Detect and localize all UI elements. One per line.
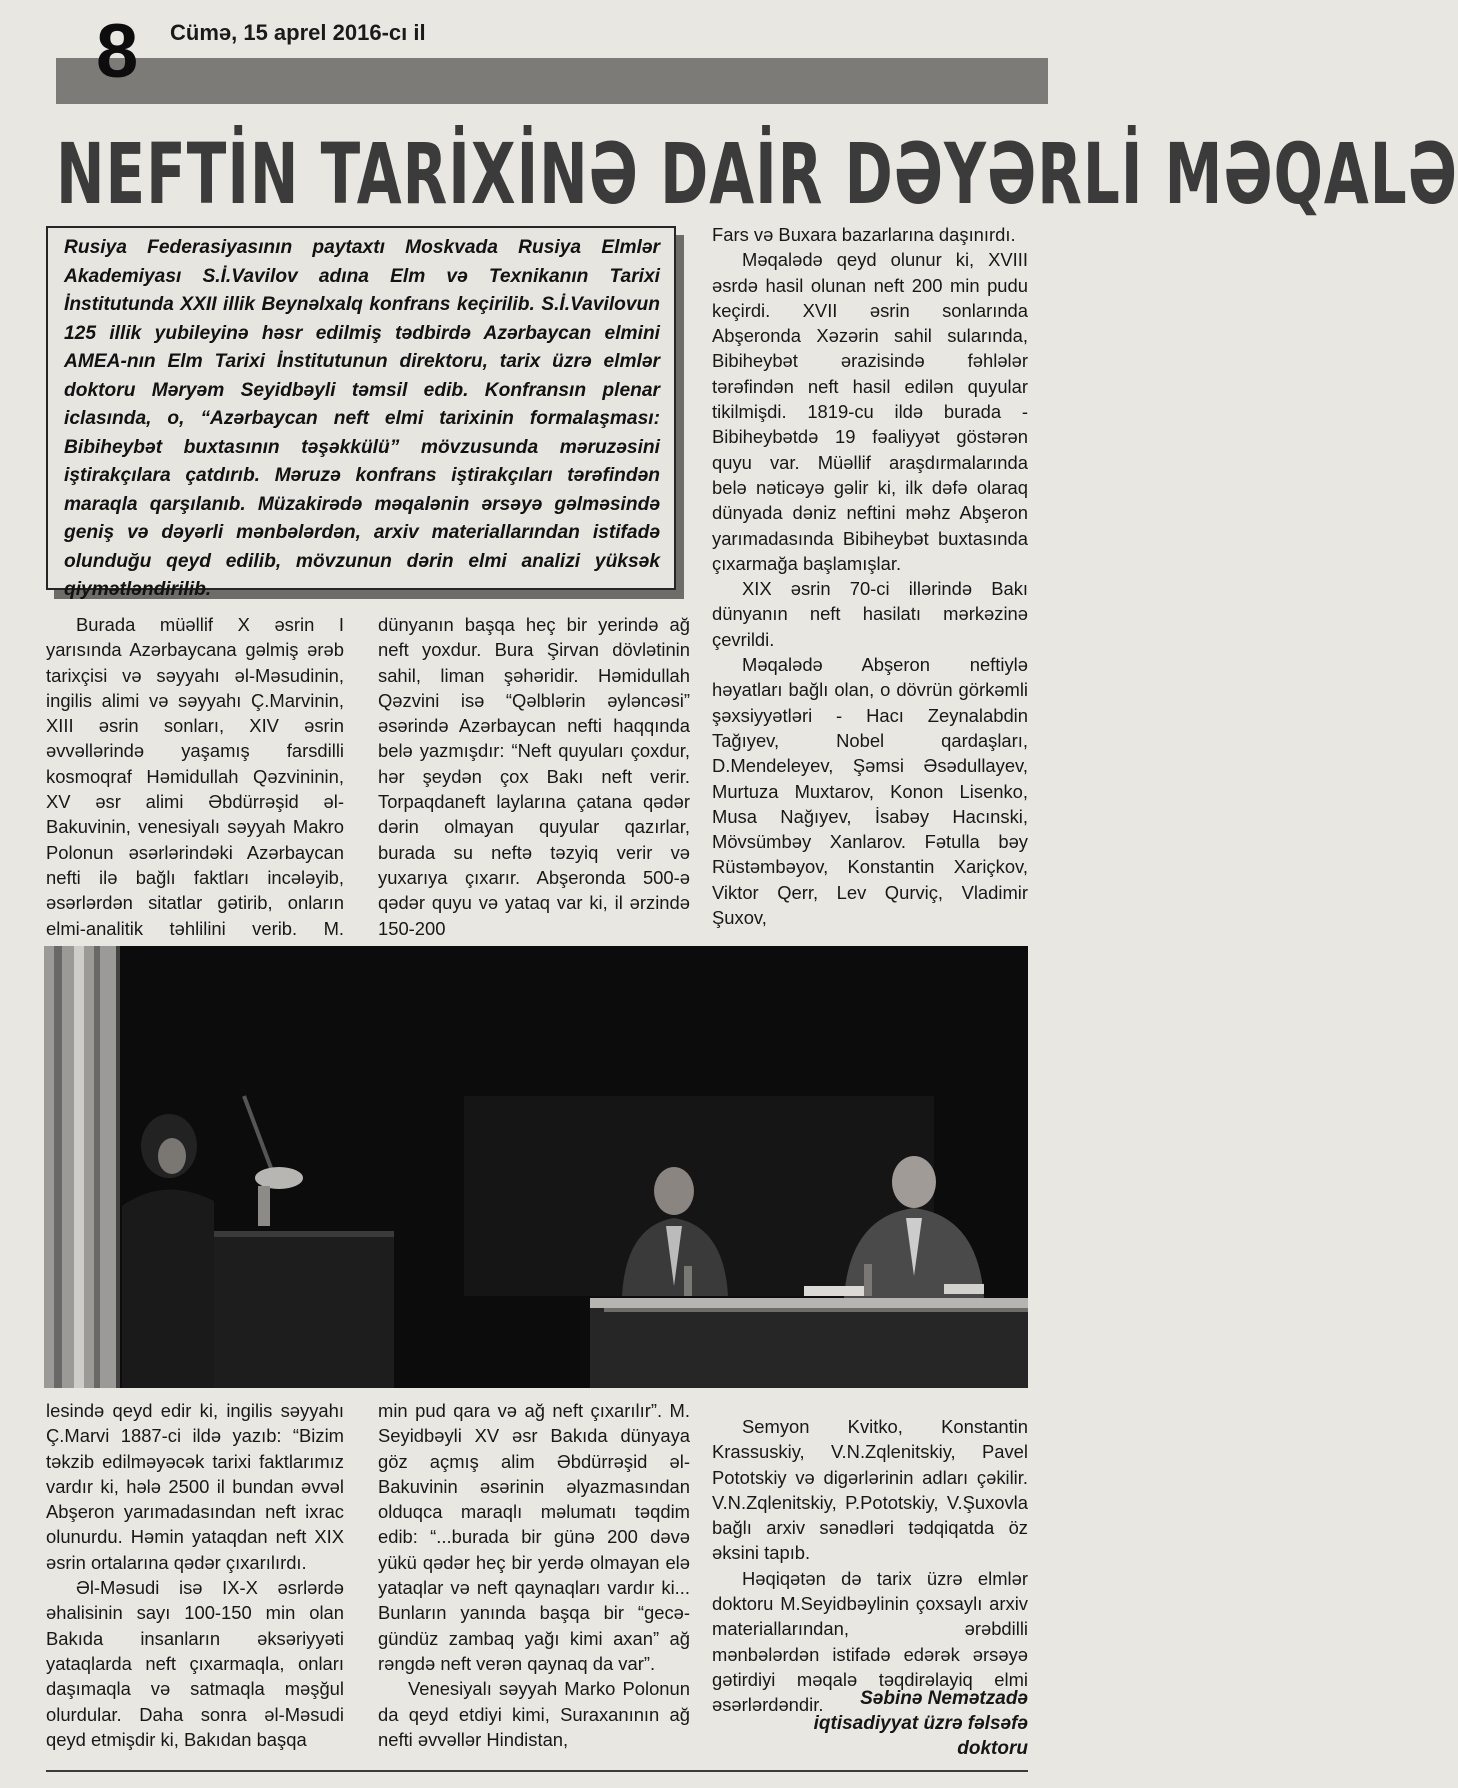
paragraph: dünyanın başqa heç bir yerində ağ neft yoxdur. Bura Şirvan dövlətinin sahil, liman şəhəridir. Həmidullah Qəzvini isə “Qəlblərin əyləncəsi” əsərində Azərbaycan nefti haqqında belə yazmışdır: “Neft quyuları çoxdur, hər şeydən çox Bakı neft verir. Torpaqdaneft laylarına çatana qədər dərin olmayan quyular qazırlar, burada su neftə təzyiq verir və yuxarıya çıxarır. Abşeronda 500-ə qədər quyu və yataq var ki, il ərzində 150-200 <box>378 614 690 939</box>
column-2-top <box>378 612 690 941</box>
author-name: Səbinə Nemətzadə <box>860 1688 1028 1709</box>
article-headline: NEFTİN TARİXİNƏ DAİR DƏYƏRLİ MƏQALƏ <box>56 124 1458 224</box>
lead-text: Rusiya Federasiyasının paytaxtı Moskvada Rusiya Elmlər Akademiyası S.İ.Vavilov adına Elm və Texnikanın Tarixi İnstitutunda XXII illik Beynəlxalq konfrans keçirilib. S.İ.Vavilovun 125 illik yubileyinə həsr edilmiş tədbirdə Azərbaycan elmini AMEA-nın Elm Tarixi İnstitutunun direktoru, tarix üzrə elmlər doktoru Məryəm Seyidbəyli təmsil edib. Konfransın plenar iclasında, o, “Azərbaycan neft elmi tarixinin formalaşması: Bibiheybət buxtasının təşəkkülü” mövzusunda məruzəsini iştirakçılara çatdırıb. Məruzə konfrans iştirakçıları tərəfindən maraqla qarşılanıb. Müzakirədə məqalənin ərsəyə gəlməsində geniş və dəyərli mənbələrdən, arxiv materiallarından istifadə olunduğu qeyd edilib, mövzunun dərin elmi analizi yüksək qiymətləndirilib. <box>64 237 660 600</box>
lead-box <box>46 226 676 600</box>
author-title-2: doktoru <box>957 1738 1028 1759</box>
paragraph: Semyon Kvitko, Konstantin Krassuskiy, V.N.Zqlenitskiy, Pavel Pototskiy və digərlərinin adları çəkilir. V.N.Zqlenitskiy, P.Pototskiy, V.Şuxovla bağlı arxiv sənədləri tədqiqatda öz əksini tapıb. <box>712 1416 1028 1564</box>
column-1-top <box>46 612 344 966</box>
author-signature <box>712 1686 1028 1761</box>
column-3-bottom <box>712 1414 1028 1718</box>
paragraph: Fars və Buxara bazarlarına daşınırdı. <box>712 224 1016 245</box>
paragraph: Əl-Məsudi isə IX-X əsrlərdə əhalisinin sayı 100-150 min olan Bakıda insanların əksəriyyəti yataqlarda neft çıxarmaqla, onları daşımaqla və satmaqla məşğul olurdular. Daha sonra əl-Məsudi qeyd etmişdir ki, Bakıdan başqa <box>46 1577 344 1750</box>
page-number: 8 <box>96 9 139 94</box>
column-2-bottom <box>378 1398 690 1752</box>
paragraph: Venesiyalı səyyah Marko Polonun da qeyd etdiyi kimi, Suraxanının ağ nefti əvvəllər Hindistan, <box>378 1678 690 1750</box>
paragraph: lesində qeyd edir ki, ingilis səyyahı Ç.Marvi 1887-ci ildə yazıb: “Bizim təkzib edilməyəcək tarixi faktlarımız vardır ki, hələ 2500 il bundan əvvəl Abşeron yarımadasından neft ixrac olunurdu. Həmin yataqdan neft XIX əsrin ortalarına qədər çıxarılırdı. <box>46 1400 344 1573</box>
issue-date: Cümə, 15 aprel 2016-cı il <box>170 20 426 45</box>
conference-photo <box>44 946 1028 1388</box>
column-3-top <box>712 222 1028 930</box>
paragraph: Məqalədə Abşeron neftiylə həyatları bağlı olan, o dövrün görkəmli şəxsiyyətləri - Hacı Zeynalabdin Tağıyev, Nobel qardaşları, D.Mendeleyev, Şəmsi Əsədullayev, Murtuza Muxtarov, Konon Lisenko, Musa Nağıyev, İsabəy Hacınski, Mövsümbəy Xanlarov. Fətulla bəy Rüstəmbəyov, Konstantin Xariçkov, Viktor Qerr, Lev Qurviç, Vladimir Şuxov, <box>712 654 1028 929</box>
paragraph: Məqalədə qeyd olunur ki, XVIII əsrdə hasil olunan neft 200 min pudu keçirdi. XVII əsrin sonlarında Abşeronda Xəzərin sahil sularında, Bibiheybət ərazisində fəhlələr tərəfindən neft hasil edilən quyular tikilmişdi. 1819-cu ildə burada - Bibiheybətdə 19 fəaliyyət göstərən quyu var. Müəllif araşdırmalarında belə nəticəyə gəlir ki, ilk dəfə olaraq dünyada dəniz neftini məhz Abşeron yarımadasında Bibiheybət buxtasında çıxarmağa başlamışlar. <box>712 249 1028 574</box>
conference-photo-image <box>44 946 1028 1388</box>
column-1-bottom <box>46 1398 344 1752</box>
paragraph: min pud qara və ağ neft çıxarılır”. M. Seyidbəyli XV əsr Bakıda dünyaya göz açmış alim Əbdürrəşid əl-Bakuvinin əsərinin əlyazmasından olduqca maraqlı məlumatı təqdim edib: “...burada bir günə 200 dəvə yükü qədər heç bir yerdə olmayan elə yataqlar və neft qaynaqları vardır ki... Bunların yanında başqa bir “gecə-gündüz zambaq yağı kimi axan” ağ rəngdə neft verən qaynaq da var”. <box>378 1400 690 1674</box>
paragraph: XIX əsrin 70-ci illərində Bakı dünyanın neft hasilatı mərkəzinə çevrildi. <box>712 578 1028 650</box>
bottom-rule <box>46 1770 1028 1772</box>
author-title-1: iqtisadiyyat üzrə fəlsəfə <box>813 1713 1028 1734</box>
header-band <box>56 58 1048 104</box>
paragraph: Həqiqətən də tarix üzrə elmlər doktoru M.Seyidbəylinin çoxsaylı arxiv materiallarından, ərəbdilli mənbələrdən istifadə edərək ərsəyə gətirdiyi məqalə təqdirəlayiq elmi əsərlərdəndir. <box>712 1567 1028 1716</box>
paragraph: Burada müəllif X əsrin I yarısında Azərbaycana gəlmiş ərəb tarixçisi və səyyahı əl-Məsudinin, ingilis alimi və səyyahı Ç.Marvinin, XIII əsrin sonları, XIV əsrin əvvəllərində yaşamış farsdilli kosmoqraf Həmidullah Qəzvininin, XV əsr alimi Əbdürrəşid əl-Bakuvinin, venesiyalı səyyah Makro Polonun əsərlərindəki Azərbaycan nefti ilə bağlı faktları incələyib, əsərlərdən sitatlar gətirib, onların elmi-analitik təhlilini verib. M. <box>46 614 344 939</box>
